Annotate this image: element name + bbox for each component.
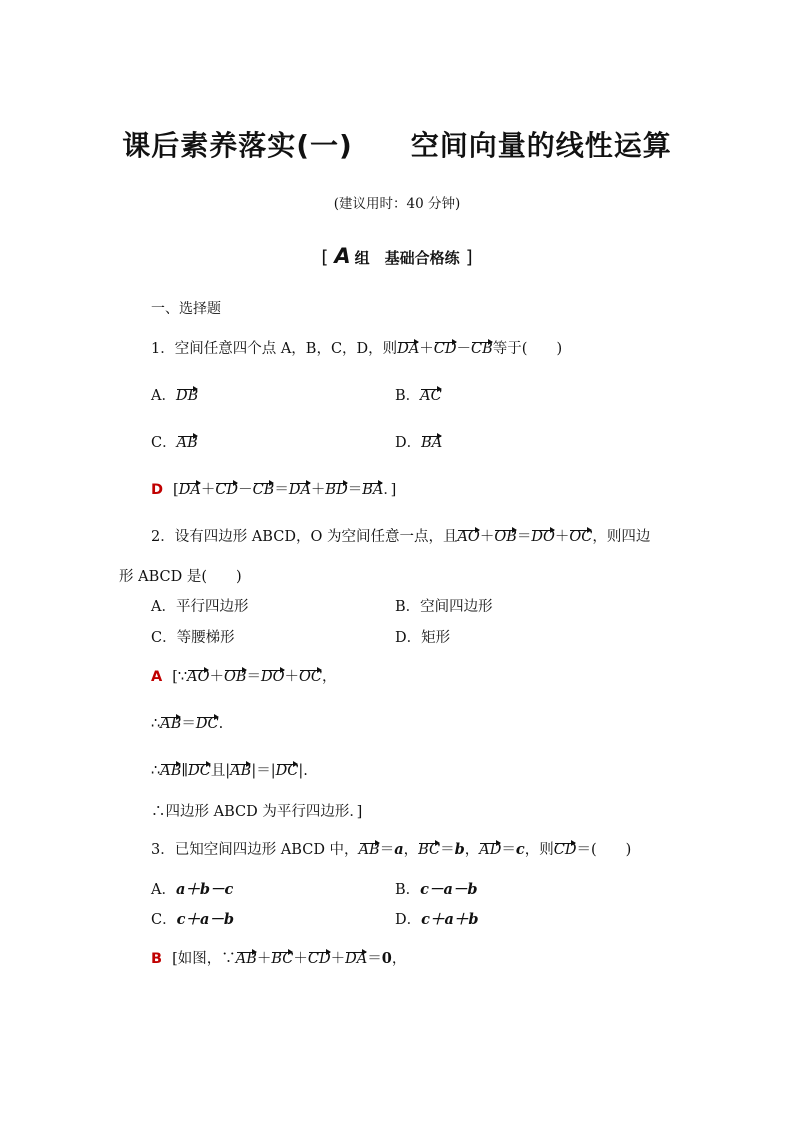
q2-stem-line2: 形 ABCD 是( ) [119, 569, 242, 585]
q1-option-d [395, 431, 442, 452]
option-label: C． [151, 912, 177, 928]
q3-expl-prefix: [如图，∵ [172, 951, 236, 967]
q2-stem-prefix: 2．设有四边形 ABCD，O 为空间任意一点，且 [151, 529, 458, 545]
q2-step-2: ∴AB∥DC且|AB|＝|DC|. [151, 763, 308, 779]
option-expression: c＋a＋b [421, 911, 479, 928]
group-label: 组 基础合格练 [354, 249, 460, 267]
vector-term: DB [175, 388, 199, 404]
q1-option-a [151, 384, 198, 405]
q3-stem-suffix: ＝( ) [576, 842, 632, 858]
q2-option-c: C．等腰梯形 [151, 630, 235, 646]
option-label: B． [395, 882, 421, 898]
group-heading [0, 244, 794, 268]
q3-stem-prefix: 3．已知空间四边形 ABCD 中， [151, 842, 359, 858]
vector-term: AB [176, 435, 198, 451]
q2-conclusion: ∴四边形 ABCD 为平行四边形．] [151, 804, 363, 820]
q3-answer: B [如图，∵AB＋BC＋CD＋DA＝0， [151, 950, 407, 967]
section-heading: 一、选择题 [151, 301, 221, 317]
q2-option-b: B．空间四边形 [395, 599, 493, 615]
option-expression: c－a－b [420, 881, 478, 898]
vector-term: BA [421, 435, 443, 451]
q3-option-b [395, 878, 478, 899]
answer-letter: A [151, 669, 163, 685]
q2-option-a: A．平行四边形 [151, 599, 249, 615]
option-expression: a＋b－c [175, 881, 234, 898]
option-label: D． [395, 435, 422, 451]
title-right: 空间向量的线性运算 [410, 129, 672, 162]
q1-option-b [395, 384, 442, 405]
page-title [0, 124, 794, 164]
option-expression: c＋a－b [176, 911, 234, 928]
option-label: B． [395, 388, 421, 404]
q2-answer: A [∵AO＋OB＝DO＋OC， [151, 669, 337, 685]
q2-step-1: ∴AB＝DC. [151, 716, 224, 732]
option-label: D． [395, 912, 422, 928]
q2-stem: 2．设有四边形 ABCD，O 为空间任意一点，且AO＋OB＝DO＋OC，则四边 [151, 529, 651, 545]
q1-answer: D [DA＋CD－CB＝DA＋BD＝BA．] [151, 482, 397, 498]
option-label: A． [151, 882, 176, 898]
title-left: 课后素养落实(一) [122, 129, 353, 162]
q1-option-c [151, 431, 198, 452]
q3-stem: 3．已知空间四边形 ABCD 中，AB＝a，BC＝b，AD＝c，则CD＝( ) [151, 841, 632, 858]
vector-term: AC [420, 388, 442, 404]
option-label: C． [151, 435, 177, 451]
option-label: A． [151, 388, 176, 404]
q3-option-c [151, 908, 234, 929]
answer-letter: D [151, 482, 164, 498]
q2-stem-suffix: ，则四边 [592, 529, 651, 545]
q3-option-a [151, 878, 233, 899]
left-bracket: [ [321, 247, 329, 268]
q3-option-d [395, 908, 479, 929]
time-hint: (建议用时：40 分钟) [333, 196, 461, 212]
q1-stem-prefix: 1．空间任意四个点 A，B，C，D，则 [151, 341, 398, 357]
q2-option-d: D．矩形 [395, 630, 451, 646]
group-letter: A [334, 244, 351, 268]
right-bracket: ] [465, 247, 473, 268]
answer-letter: B [151, 951, 163, 967]
q1-stem-suffix: 等于( ) [492, 341, 563, 357]
q1-stem: 1．空间任意四个点 A，B，C，D，则DA＋CD－CB等于( ) [151, 341, 563, 357]
